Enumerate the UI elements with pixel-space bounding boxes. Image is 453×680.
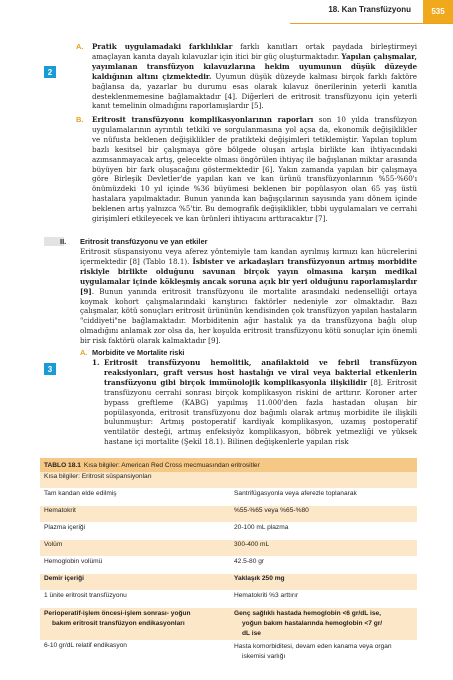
table-row bbox=[40, 472, 417, 489]
marker-subsection-a: A. bbox=[80, 348, 88, 357]
para-a-bold-lead: Pratik uygulamadaki farklılıklar bbox=[92, 42, 233, 51]
table-cell-line: dL ise bbox=[242, 630, 261, 637]
header-rule bbox=[290, 23, 453, 24]
margin-badge-3: 3 bbox=[44, 363, 56, 375]
table-row bbox=[40, 506, 417, 523]
table-18-1 bbox=[40, 458, 417, 664]
item1-text: [8]. Eritrosit transfüzyonu cerrahi sonrası birçok komplikasyon riskini de arttırır. Koroner arter bypass greftleme (KABG) yapılmış 11.000'den fazla hastadan oluşan bir popülasyonda, eritrosit transfüzyonu doz bağımlı olarak artmış morbidite ile ilişkili bulunmuştur: Artmış postoperatif kardiyak komplikasyon, uzamış postoperatif ventilatör desteği, artmış enfeksiyöz komplikasyon, böbrek yetmezliği ve yüksek hastane içi mortalite (Şekil 18.1). Bilinen değişkenlerle yapılan risk bbox=[104, 377, 418, 447]
para-b-bold-lead: Eritrosit transfüzyonu komplikasyonlarının raporları bbox=[92, 115, 314, 124]
table-cell: Santrifügasyonla veya aferezle toplanarak bbox=[230, 489, 417, 506]
section-number: II. bbox=[60, 237, 67, 246]
table-cell: 42.5-80 gr bbox=[230, 557, 417, 574]
table-cell bbox=[40, 608, 230, 641]
table-cell: %55-%65 veya %65-%80 bbox=[230, 506, 417, 523]
table-cell: 6-10 gr/dL relatif endikasyon bbox=[40, 641, 230, 664]
section2-bold-mid: İsbister ve arkadaşları transfüzyonun artmış morbidite riskiyle birlikte olduğunu savunan birçok yayın olmasına karşın medikal uygulamalar içinde kökleşmiş ancak soruna açık bir yeri olduğunu raporlamışlardır bbox=[80, 256, 417, 286]
table-title-bar bbox=[40, 458, 417, 472]
para-a-text2: Uyumun düşük düzeyde kalması birçok farklı faktöre bağlansa da, yazarlar bu durumu esas olarak kılavuz önerilerinin yeterli kanıtla desteklenmemesine bağlamaktadır [4]. Diğerleri de eritrosit transfüzyonu için yeterli kanıt temelinin olmadığını raporlamışlardır [5]. bbox=[92, 71, 417, 111]
table-cell: Plazma içeriği bbox=[40, 523, 230, 540]
table-label: TABLO 18.1 bbox=[44, 461, 81, 469]
paragraph-a bbox=[92, 42, 417, 111]
table-cell: 300-400 mL bbox=[230, 540, 417, 557]
table-cell-line: Hasta komorbiditesi, devam eden kanama veya organ bbox=[234, 643, 392, 650]
table-cell: Yaklaşık 250 mg bbox=[230, 574, 417, 591]
section2-ref: [9] bbox=[80, 286, 92, 296]
para-a-text1: farklı kanıtları ortak paydada birleştirmeyi amaçlayan kanıta dayalı kılavuzlar için itici bir güç oluşturmaktadır. bbox=[92, 42, 418, 61]
table-cell bbox=[230, 608, 417, 641]
page-number: 535 bbox=[423, 0, 453, 23]
paragraph-b bbox=[92, 115, 417, 224]
table-row bbox=[40, 574, 417, 591]
subsection-item-1 bbox=[104, 358, 417, 447]
list-number-1: 1. bbox=[92, 358, 100, 367]
subsection-title: Morbidite ve Mortalite riski bbox=[92, 348, 185, 357]
table-row bbox=[40, 523, 417, 540]
para-b-text: son 10 yılda transfüzyon uygulamalarının ayrıntılı tetkiki ve sorgulanmasına yol açsa da, ekonomik değişiklikler ve nüfusta beklenen değişiklikler de pratikteki değişimleri tetiklemiştir. Yapılan toplum bazlı kesitsel bir çalışmaya göre bölgede oluşan artışla birlikte kan ihtiyacındaki azımsanmayacak artış, gelecekte olması öngörülen ihtiyaç ile bağışlanan miktar arasında büyüyen bir fark oluşacağını göstermektedir [6]. Yakın zamanda yapılan bir çalışmaya göre Birleşik Devletler'de yapılan kan ve kan ürünü transfüzyonlarının %55-%60'ı önümüzdeki 10 yıl içinde %36 büyümesi beklenen bir popülasyon olan 65 yaş üstü hastalara yapılmaktadır. Bunun yanında kan bağışçılarının sayısında yanı dönem içinde beklenen artış yalnızca %5'tir. Bu demografik değişiklikler, tıbbi uygulamaları ve cerrahi girişimleri etkileyecek ve kan ürünleri ihtiyacını arttıracaktır [7]. bbox=[92, 115, 417, 224]
table-row bbox=[40, 608, 417, 641]
table-cell: Tam kandan elde edilmiş bbox=[40, 489, 230, 506]
table-cell bbox=[230, 641, 417, 664]
table-cell: Volüm bbox=[40, 540, 230, 557]
table-cell-line: iskemisi varlığı bbox=[242, 653, 286, 660]
table-row bbox=[40, 557, 417, 574]
section2-text2: . Bunun yanında eritrosit transfüzyonu ile mortalite arasındaki nedenselliği ortaya koymak kohort çalışmalarındaki karıştırıcı faktörler nedeniyle zor olmaktadır. Bazı çalışmalar, kötü sonuçları eritrosit ürününün kendisinden çok transfüzyon yapılan hastaların "ciddiyeti"ne bağlamaktadır. Morbiditenin ağır hastalık ya da transfüzyona bağlı olup olmadığını anlamak zor olsa da, her koşulda eritrosit transfüzyonu kötü sonuçlar için önemli bir risk faktörü olarak kalmaktadır [9]. bbox=[80, 286, 417, 346]
table-span-cell: Kısa bilgiler: Eritrosit süspansiyonları bbox=[40, 472, 417, 489]
table-cell: 20-100 mL plazma bbox=[230, 523, 417, 540]
item1-bold: Eritrosit transfüzyonu hemolitik, anafilaktoid ve febril transfüzyon reaksiyonları, graft versus host hastalığı ve viral veya bakterial etkenlerin transfüzyonu gibi birçok immünolojik komplikasyonla ilişkilidir bbox=[104, 358, 417, 387]
section2-text1: Eritrosit süspansiyonu veya aferez yöntemiyle tam kandan ayrılmış kırmızı kan hücrelerini içermektedir [8] (Tablo 18.1). bbox=[80, 247, 417, 266]
table-cell: Demir içeriği bbox=[40, 574, 230, 591]
section2-paragraph bbox=[80, 247, 417, 346]
table-cell: 1 ünite eritrosit transfüzyonu bbox=[40, 591, 230, 608]
table-cell: Hematokriti %3 arttırır bbox=[230, 591, 417, 608]
chapter-title: 18. Kan Transfüzyonu bbox=[328, 5, 411, 14]
para-a-bold-mid: Yapılan çalışmalar, yayımlanan transfüzyon kılavuzlarına hekim uyumunun düşük düzeyde kaldığının altını çizmektedir. bbox=[92, 51, 418, 81]
table-row bbox=[40, 540, 417, 557]
table-body bbox=[40, 472, 417, 664]
table-cell-line: Genç sağlıklı hastada hemoglobin <6 gr/dL ise, bbox=[234, 610, 381, 617]
table-cell-line: yoğun bakım hastalarında hemoglobin <7 gr/ bbox=[242, 620, 383, 627]
table-cell: Hemoglobin volümü bbox=[40, 557, 230, 574]
marker-b: B. bbox=[76, 115, 84, 124]
table-cell: Hematokrit bbox=[40, 506, 230, 523]
table-row bbox=[40, 641, 417, 664]
margin-badge-2: 2 bbox=[44, 66, 56, 78]
table-row bbox=[40, 489, 417, 506]
section-title: Eritrosit transfüzyonu ve yan etkiler bbox=[80, 237, 208, 246]
table-cell-line: Perioperatif-işlem öncesi-işlem sonrası- yoğun bbox=[44, 610, 191, 617]
table-row bbox=[40, 591, 417, 608]
table-title: Kısa bilgiler: American Red Cross mecmuasından eritrositler bbox=[83, 461, 260, 469]
marker-a: A. bbox=[76, 42, 84, 51]
table-cell-line: bakım eritrosit transfüzyon endikasyonları bbox=[52, 620, 185, 627]
